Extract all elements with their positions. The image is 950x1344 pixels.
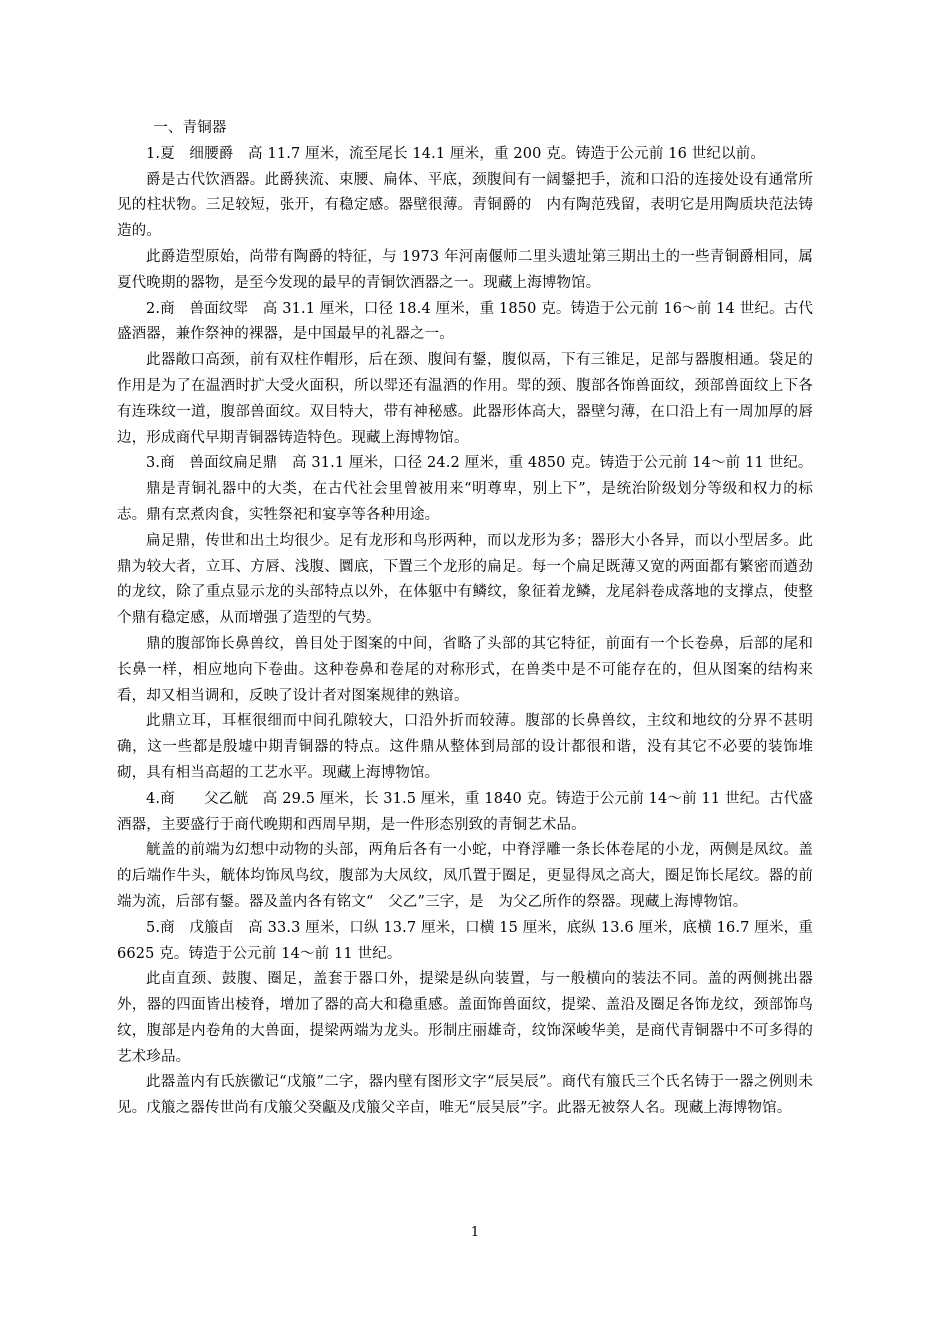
paragraph-item-2-header: 2.商 兽面纹斝 高 31.1 厘米，口径 18.4 厘米，重 1850 克。铸造于公元前 16～前 14 世纪。古代盛酒器，兼作祭神的裸器，是中国最早的礼器之一。 bbox=[117, 300, 813, 343]
paragraph-item-3-header: 3.商 兽面纹扁足鼎 高 31.1 厘米，口径 24.2 厘米，重 4850 克。铸造于公元前 14～前 11 世纪。 bbox=[146, 455, 813, 472]
paragraph: 爵是古代饮酒器。此爵狭流、束腰、扁体、平底，颈腹间有一阔鋬把手，流和口沿的连接处设有通常所见的柱状物。三足较短，张开，有稳定感。器壁很薄。青铜爵的 内有陶范残留，表明它是用陶质块范法铸造的。 bbox=[117, 171, 813, 240]
paragraph: 此器敞口高颈，前有双柱作帽形，后在颈、腹间有鋬，腹似鬲，下有三锥足，足部与器腹相通。袋足的作用是为了在温酒时扩大受火面积，所以斝还有温酒的作用。斝的颈、腹部各饰兽面纹，颈部兽面纹上下各有连珠纹一道，腹部兽面纹。双目特大，带有神秘感。此器形体高大，器壁匀薄，在口沿上有一周加厚的唇边，形成商代早期青铜器铸造特色。现藏上海博物馆。 bbox=[117, 352, 813, 446]
paragraph: 扁足鼎，传世和出土均很少。足有龙形和鸟形两种，而以龙形为多；器形大小各异，而以小型居多。此鼎为较大者，立耳、方唇、浅腹、圜底，下置三个龙形的扁足。每一个扁足既薄又宽的两面都有繁密而遒劲的龙纹，除了重点显示龙的头部特点以外，在体躯中有鳞纹，象征着龙鳞，龙尾斜卷成落地的支撑点，使整个鼎有稳定感，从而增强了造型的气势。 bbox=[117, 532, 813, 627]
paragraph: 鼎的腹部饰长鼻兽纹，兽目处于图案的中间，省略了头部的其它特征，前面有一个长卷鼻，后部的尾和长鼻一样，相应地向下卷曲。这种卷鼻和卷尾的对称形式，在兽类中是不可能存在的，但从图案的结构来看，却又相当调和，反映了设计者对图案规律的熟谙。 bbox=[117, 635, 813, 704]
paragraph: 此器盖内有氏族徽记“戊箙”二字，器内壁有图形文字“辰吴辰”。商代有箙氏三个氏名铸于一器之例则未见。戊箙之器传世尚有戊箙父癸甗及戊箙父辛卣，唯无“辰吴辰”字。此器无被祭人名。现藏上海博物馆。 bbox=[117, 1074, 813, 1117]
paragraph-item-4-header: 4.商 父乙觥 高 29.5 厘米，长 31.5 厘米，重 1840 克。铸造于公元前 14～前 11 世纪。古代盛酒器，主要盛行于商代晚期和西周早期，是一件形态别致的青铜艺术品。 bbox=[117, 790, 813, 833]
paragraph: 鼎是青铜礼器中的大类，在古代社会里曾被用来“明尊卑，别上下”，是统治阶级划分等级和权力的标志。鼎有烹煮肉食，实牲祭祀和宴享等各种用途。 bbox=[117, 481, 813, 523]
paragraph-item-5-header: 5.商 戊箙卣 高 33.3 厘米，口纵 13.7 厘米，口横 15 厘米，底纵 13.6 厘米，底横 16.7 厘米，重 6625 克。铸造于公元前 14～前 11 世纪。 bbox=[117, 919, 813, 962]
paragraph: 此鼎立耳，耳框很细而中间孔隙较大，口沿外折而较薄。腹部的长鼻兽纹，主纹和地纹的分界不甚明确，这一些都是殷墟中期青铜器的特点。这件鼎从整体到局部的设计都很和谐，没有其它不必要的装饰堆砌，具有相当高超的工艺水平。现藏上海博物馆。 bbox=[117, 713, 813, 781]
paragraph: 觥盖的前端为幻想中动物的头部，两角后各有一小蛇，中脊浮雕一条长体卷尾的小龙，两侧是凤纹。盖的后端作牛头，觥体均饰凤鸟纹，腹部为大凤纹，凤爪置于圈足，更显得凤之高大，圈足饰长尾纹。器的前端为流，后部有鋬。器及盖内各有铭文“ 父乙”三字，是 为父乙所作的祭器。现藏上海博物馆。 bbox=[117, 842, 813, 910]
section-heading: 一、青铜器 bbox=[153, 120, 227, 136]
page-number: 1 bbox=[470, 1225, 480, 1240]
paragraph: 此爵造型原始，尚带有陶爵的特征，与 1973 年河南偃师二里头遗址第三期出土的一些青铜爵相同，属夏代晚期的器物，是至今发现的最早的青铜饮酒器之一。现藏上海博物馆。 bbox=[117, 248, 813, 291]
document-body bbox=[117, 116, 813, 1122]
paragraph-item-1-header: 1.夏 细腰爵 高 11.7 厘米，流至尾长 14.1 厘米，重 200 克。铸造于公元前 16 世纪以前。 bbox=[146, 145, 766, 162]
paragraph: 此卣直颈、鼓腹、圈足，盖套于器口外，提梁是纵向装置，与一般横向的装法不同。盖的两侧挑出器外，器的四面皆出棱脊，增加了器的高大和稳重感。盖面饰兽面纹，提梁、盖沿及圈足各饰龙纹，颈部饰鸟纹，腹部是内卷角的大兽面，提梁两端为龙头。形制庄丽雄奇，纹饰深峻华美，是商代青铜器中不可多得的艺术珍品。 bbox=[117, 971, 813, 1065]
